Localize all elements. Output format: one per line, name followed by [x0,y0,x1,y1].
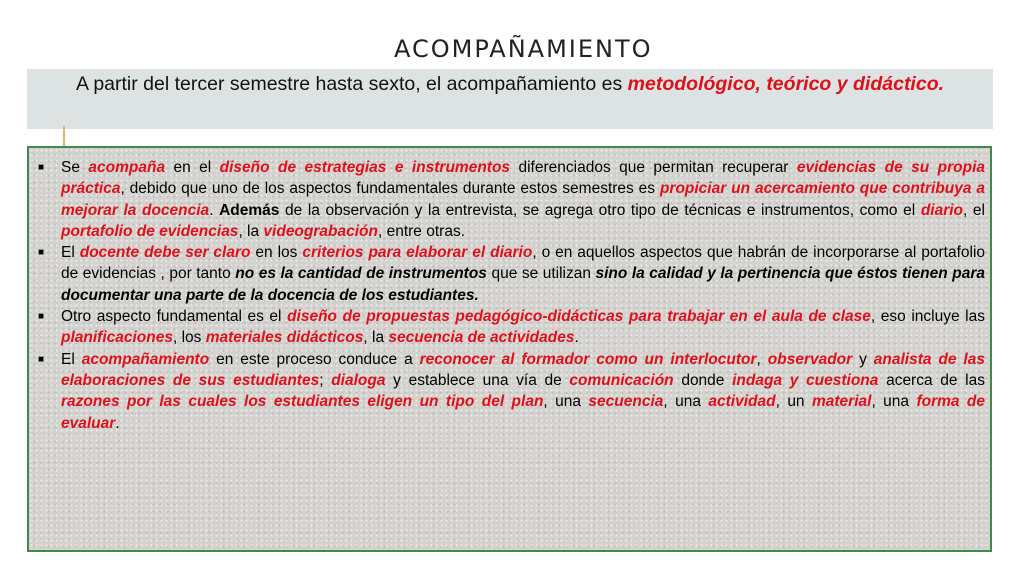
text: , [756,350,768,368]
text: . [115,414,120,432]
list-item [35,349,985,434]
text: en los [250,244,303,262]
emphasis: secuencia [588,393,664,411]
accent-divider [63,126,65,148]
text: , entre otras. [377,222,465,240]
text: , una [663,393,709,411]
emphasis: propiciar un acercamiento que contribuya a mejorar la docencia [61,180,985,219]
emphasis: diseño de propuestas pedagógico-didácticas para trabajar en el aula de clase [287,308,871,326]
text: donde [673,371,733,389]
square-bullet-icon: ■ [38,311,45,323]
text: en el [165,159,220,176]
text: , la [238,222,264,240]
emphasis: reconocer al formador como un interlocutor [419,350,757,368]
text: , el [963,201,985,219]
bold-text: Además [219,201,280,219]
emphasis: planificaciones [61,329,173,347]
emphasis: material [811,393,872,411]
emphasis: acompañamiento [81,350,210,368]
text: , los [172,329,206,347]
text: , un [775,393,812,411]
text: . [574,329,579,347]
emphasis: indaga y cuestiona [732,371,879,389]
text: diferenciados que permitan recuperar [510,159,797,176]
emphasis: secuencia de actividades [388,329,575,347]
content-box [27,146,992,552]
text: y [852,350,874,368]
emphasis: forma de evaluar [61,393,986,432]
banner-text [27,72,993,97]
emphasis: videograbación [263,222,378,240]
list-item [35,242,985,306]
emphasis: portafolio de evidencias [61,222,239,240]
square-bullet-icon: ■ [38,162,45,173]
text: en este proceso conduce a [209,350,420,368]
emphasis: docente debe ser claro [79,244,251,262]
text: acerca de las [878,371,986,389]
bold-italic-text: sino la calidad y la pertinencia que éstos tienen para documentar una parte de la docencia de los estudiantes. [61,265,985,304]
text: . [209,201,220,219]
emphasis: actividad [708,393,776,411]
banner-period: . [938,73,945,95]
slide-title: ACOMPAÑAMIENTO [394,35,653,63]
text: El [61,350,82,368]
text: El [61,244,80,262]
list-item [35,157,985,242]
emphasis: criterios para elaborar el diario [302,244,533,262]
text: , eso incluye las [870,308,985,326]
bold-italic-text: no es la cantidad de instrumentos [235,265,487,283]
emphasis: razones por las cuales los estudiantes eligen un tipo del plan [61,393,544,411]
emphasis: diseño de estrategias e instrumentos [219,159,511,176]
bullet-list [35,157,985,434]
square-bullet-icon: ■ [38,353,45,365]
emphasis: diario [920,201,964,219]
text: , debido que uno de los aspectos fundamentales durante estos semestres es [120,180,660,198]
emphasis: observador [767,350,853,368]
text: y establece una vía de [385,371,570,389]
text: , una [871,393,917,411]
square-bullet-icon: ■ [38,247,45,259]
emphasis: evidencias de su propia práctica [61,159,985,198]
emphasis: materiales didácticos [205,329,364,347]
banner-emphasis: metodológico, teórico y didáctico [627,73,939,95]
emphasis: comunicación [569,371,674,389]
text: Otro aspecto fundamental es el [61,308,288,326]
emphasis: acompaña [88,159,166,176]
text: de la observación y la entrevista, se agrega otro tipo de técnicas e instrumentos, como el [279,201,921,219]
text: que se utilizan [486,265,596,283]
emphasis: analista de las elaboraciones de sus estudiantes [61,350,985,389]
emphasis: dialoga [331,371,386,389]
text: , la [363,329,389,347]
text: ; [319,371,332,389]
text: , o en aquellos aspectos que habrán de incorporarse al portafolio de evidencias , por tanto [61,244,986,283]
text: Se [61,159,89,176]
text: , una [543,393,589,411]
banner-lead: A partir del tercer semestre hasta sexto, el acompañamiento es [75,73,628,95]
subtitle-banner [27,69,993,129]
list-item [35,306,985,349]
